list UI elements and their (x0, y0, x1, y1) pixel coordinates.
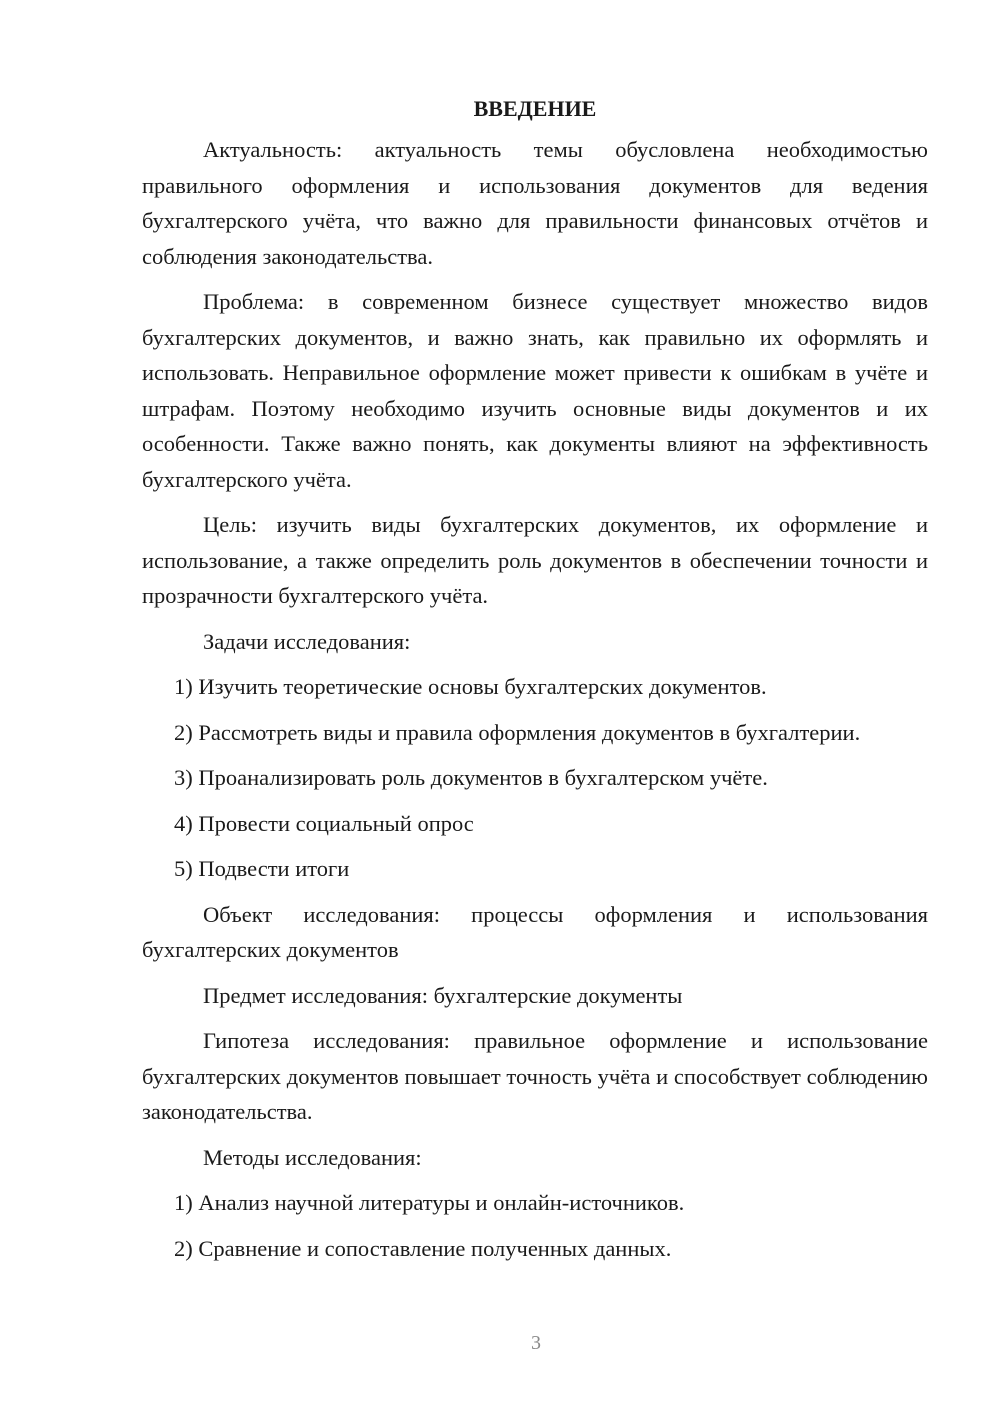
paragraph-goal: Цель: изучить виды бухгалтерских документов, их оформление и использование, а также определить роль документов в обеспечении точности и прозрачности бухгалтерского учёта. (142, 512, 928, 608)
task-item-1: 1) Изучить теоретические основы бухгалтерских документов. (174, 674, 767, 699)
paragraph-hypothesis: Гипотеза исследования: правильное оформление и использование бухгалтерских документов повышает точность учёта и способствует соблюдению законодательства. (142, 1028, 928, 1124)
method-item-2: 2) Сравнение и сопоставление полученных данных. (174, 1235, 672, 1261)
task-item-2: 2) Рассмотреть виды и правила оформления документов в бухгалтерии. (174, 719, 861, 745)
task-item-5: 5) Подвести итоги (174, 856, 350, 881)
methods-title: Методы исследования: (203, 1144, 422, 1170)
task-item-3: 3) Проанализировать роль документов в бухгалтерском учёте. (174, 765, 768, 790)
section-heading: ВВЕДЕНИЕ (473, 96, 597, 121)
method-item-1: 1) Анализ научной литературы и онлайн-источников. (174, 1190, 685, 1215)
paragraph-object: Объект исследования: процессы оформления и использования бухгалтерских документов (142, 901, 928, 962)
document-page (142, 92, 928, 1276)
paragraph-subject: Предмет исследования: бухгалтерские документы (203, 982, 683, 1008)
task-item-4: 4) Провести социальный опрос (174, 810, 474, 836)
tasks-title: Задачи исследования: (203, 628, 411, 654)
page-number: 3 (531, 1332, 541, 1354)
paragraph-problem: Проблема: в современном бизнесе существует множество видов бухгалтерских документов, и важно знать, как правильно их оформлять и использовать. Неправильное оформление может привести к ошибкам в учёте и штрафам. Поэтому необходимо изучить основные виды документов и их особенности. Также важно понять, как документы влияют на эффективность бухгалтерского учёта. (142, 289, 928, 492)
paragraph-relevance: Актуальность: актуальность темы обусловлена необходимостью правильного оформления и использования документов для ведения бухгалтерского учёта, что важно для правильности финансовых отчётов и соблюдения законодательства. (142, 137, 928, 269)
